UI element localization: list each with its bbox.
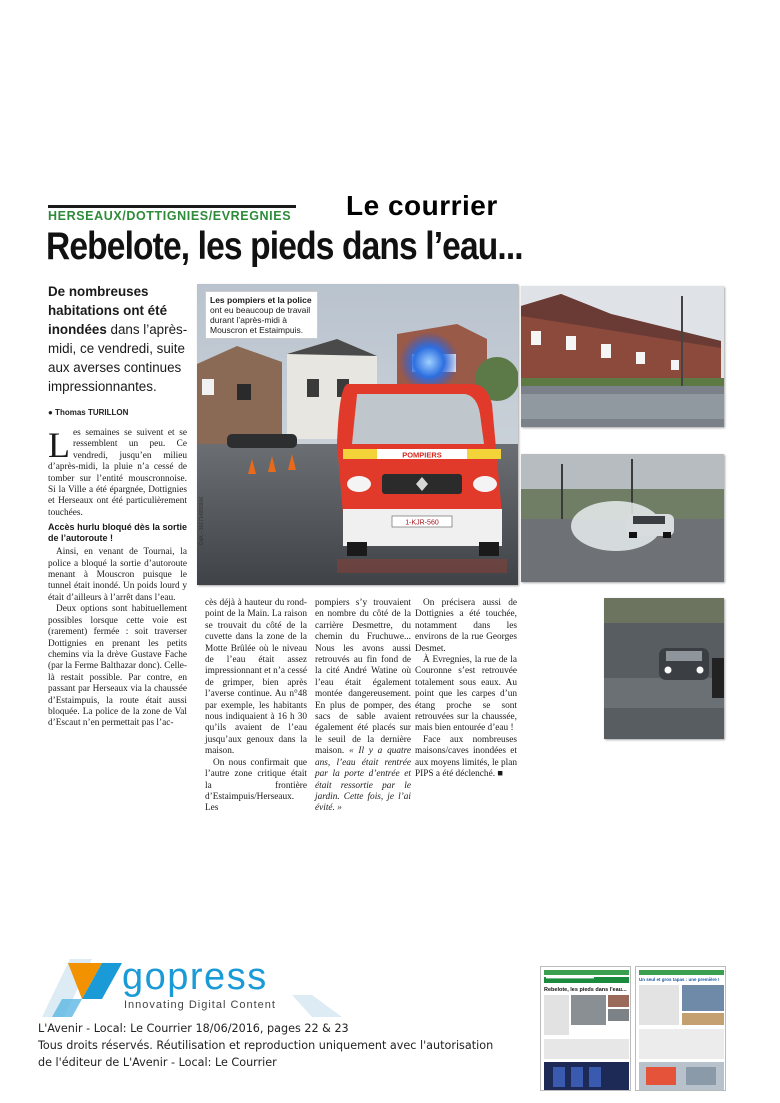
newspaper-source: Le courrier xyxy=(346,190,498,221)
column-4-paragraph-1: On précisera aussi de Dottignies a été touchée, notamment dans les environs de la rue Georges Desmet. xyxy=(415,598,517,654)
column-3-paragraph-1: pompiers s’y trouvaient en nombre du côté de la carrière Desmettre, du chemin du Fruchuwe... Nous les avons aussi retrouvés au fin fond de la cité André Watine où l’eau était également montée dangereusement. En plus de pomper, des sacs de sable avaient également été placés sur le seuil de la dernière maison. « Il y a quatre ans, l’eau était rentrée par la porte d’entrée et était ressortie par le jardin. Cette fois, je l’ai évité. » xyxy=(315,598,412,814)
caption-bold: Les pompiers et la police xyxy=(210,295,312,305)
article-column-3 xyxy=(315,598,411,815)
article-lead xyxy=(48,282,188,396)
photo-caption xyxy=(205,291,318,339)
kicker-rule xyxy=(48,205,296,208)
license-plate: 1-KJR-560 xyxy=(405,519,439,527)
photo-car-splash xyxy=(521,454,724,582)
thumbnail-22-preview xyxy=(541,967,631,1091)
photo-flooded-houses xyxy=(521,286,724,427)
footer-line-3: de l'éditeur de L'Avenir - Local: Le Courrier xyxy=(38,1056,277,1069)
gopress-logo xyxy=(42,955,342,1017)
page-thumbnail-23[interactable] xyxy=(635,966,726,1091)
caption-rest: ont eu beaucoup de travail durant l’après-midi à Mouscron et Estaimpuis. xyxy=(210,305,311,335)
lead-rest: dans l’après-midi, ce vendredi, suite aux averses continues impressionnantes. xyxy=(48,322,188,394)
column-1-subhead: Accès hurlu bloqué dès la sortie de l’autoroute ! xyxy=(48,522,187,543)
column-1-paragraph-2: Ainsi, en venant de Tournai, la police a bloqué la sortie d’autoroute menant à Mouscron puisque le tunnel était inondé. Un poids lourd y était d’ailleurs à l’arrêt dans l’eau. xyxy=(48,547,187,603)
truck-label: POMPIERS xyxy=(402,450,442,460)
gopress-mark-icon xyxy=(42,955,342,1017)
lead-bold: De nombreuses habitations ont été inondées xyxy=(48,284,168,337)
dropcap: L xyxy=(48,425,70,465)
thumbnail-22-headline: Rebelote, les pieds dans l'eau... xyxy=(544,987,627,993)
article-byline: ● Thomas TURILLON xyxy=(48,408,129,417)
footer-line-1: L'Avenir - Local: Le Courrier 18/06/2016, pages 22 & 23 xyxy=(38,1022,349,1035)
thumbnail-23-preview xyxy=(636,967,726,1091)
article-column-1 xyxy=(48,425,187,730)
car-road-illustration xyxy=(604,598,724,739)
thumbnail-23-headline: Un seul et gros tapas : une première ! xyxy=(639,977,720,982)
gopress-tagline: Innovating Digital Content xyxy=(124,999,276,1011)
column-4-paragraph-2: À Evregnies, la rue de la Couronne s’est retrouvée totalement sous eaux. Au point que les carpes d’un étang proche se sont retrouvées sur la chaussée, mais bien entourée d’eau ! xyxy=(415,655,517,734)
column-3-quote: « Il y a quatre ans, l’eau était rentrée par la porte d’entrée et était ressortie par le jardin. Cette fois, je l’ai évité. » xyxy=(315,746,412,814)
page-thumbnail-22[interactable] xyxy=(540,966,631,1091)
footer-copyright xyxy=(38,1020,493,1071)
column-1-paragraph-3: Deux options sont habituellement possibles lorsque cette voie est (rarement) fermée : soit traverser Dottignies en prenant les petits chemins via la drève Gustave Fache (par la Ferme Balthazar donc). Celle-là restait possible. Par contre, en passant par Herseaux via la chaussée d’Estaimpuis, la route était aussi bloquée. La police de la zone de Val d’Escaut n’en permettait pas l’ac- xyxy=(48,604,187,729)
column-2-paragraph-2: On nous confirmait que l’autre zone critique était la frontière d’Estaimpuis/Herseaux. Les xyxy=(205,757,307,814)
article-kicker: HERSEAUX/DOTTIGNIES/EVREGNIES xyxy=(48,209,292,223)
car-splash-illustration xyxy=(521,454,724,582)
footer-line-2: Tous droits réservés. Réutilisation et reproduction uniquement avec l'autorisation xyxy=(38,1039,494,1052)
column-2-paragraph-1: cès déjà à hauteur du rond-point de la Main. La raison se trouvait du côté de la cuvette dans la zone de la Motte Brûlée où le niveau de l’eau était assez impressionnant et n’a cessé de grimper, bien après l’averse continue. Au n°48 par exemple, les habitants nous indiquaient à 16 h 30 qu’ils avaient de l’eau jusqu’aux genoux dans la maison. xyxy=(205,598,307,757)
gopress-wordmark: gopress xyxy=(122,956,268,998)
flooded-houses-illustration xyxy=(521,286,724,427)
article-headline: Rebelote, les pieds dans l’eau... xyxy=(46,225,523,268)
photo-credit: ÉdA – 301714855906 xyxy=(199,496,205,545)
article-column-4 xyxy=(415,598,517,781)
photo-car-flooded-road xyxy=(604,598,724,739)
article-column-2 xyxy=(205,598,307,815)
column-4-paragraph-3: Face aux nombreuses maisons/caves inondées et aux moyens limités, le plan PIPS a été déclenché. ■ xyxy=(415,734,517,780)
column-1-paragraph-1: Les semaines se suivent et se ressemblent un peu. Ce vendredi, jusqu’en milieu d’après-midi, la pluie n’a cessé de tomber sur l’entité mouscronnoise. Si la Ville a été épargnée, Dottignies et Herseaux ont été particulièrement touchées. xyxy=(48,425,187,518)
